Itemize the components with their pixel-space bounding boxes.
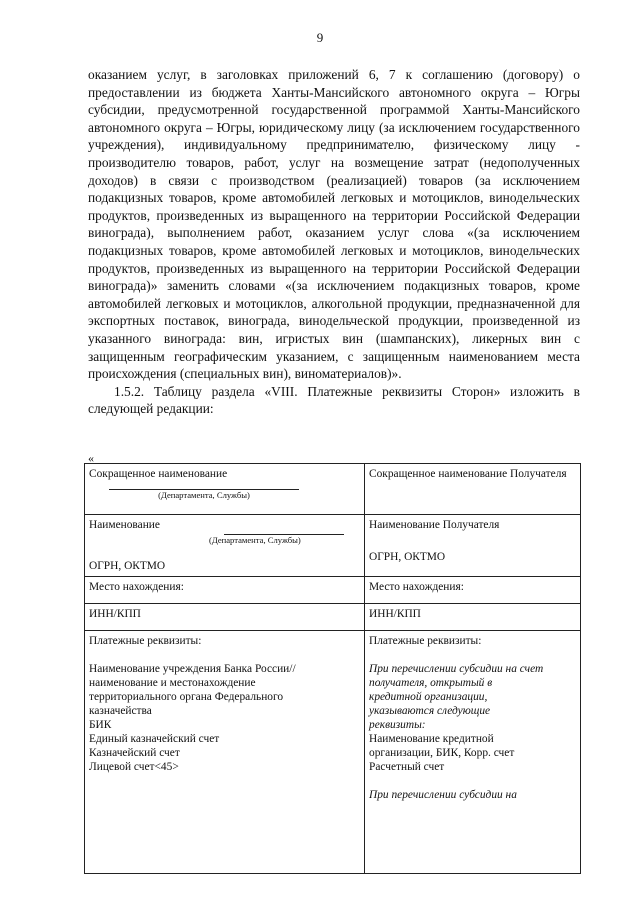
table-row [85,515,581,577]
cell-note-line: При перечислении субсидии на счет [369,663,544,675]
table-cell-name-recipient [365,515,581,577]
cell-line: Лицевой счет<45> [89,761,179,773]
cell-label: Сокращенное наименование [89,468,228,480]
table-cell-inn-kpp-department: ИНН/КПП [85,604,365,631]
table-cell-payment-details-department [85,631,365,874]
cell-line: территориального органа Федерального [89,691,284,703]
table-row [85,631,581,874]
cell-line: Расчетный счет [369,761,445,773]
cell-line: Казначейский счет [89,747,180,759]
table-cell-short-name-department [85,464,365,515]
cell-line: организации, БИК, Корр. счет [369,747,515,759]
cell-line: наименование и местонахождение [89,677,256,689]
table-cell-payment-details-recipient [365,631,581,874]
cell-label: ОГРН, ОКТМО [369,551,446,563]
table-cell-short-name-recipient [365,464,581,515]
cell-label: ОГРН, ОКТМО [89,560,166,572]
cell-note-line: указываются следующие [369,705,491,717]
paragraph-amendment-text: оказанием услуг, в заголовках приложений 6, 7 к соглашению (договору) о предоставлении из бюджета Ханты-Мансийского автономного округа – Югры субсидии, предусмотренной государственной программой Ханты-Мансийского автономного округа – Югры, юридическому лицу (за исключением государственного учреждения), индивидуальному предпринимателю, физическому лицу - производителю товаров, работ, услуг на возмещение затрат (недополученных доходов) в связи с производством (реализацией) товаров (за исключением подакцизных товаров, кроме автомобилей легковых и мотоциклов, винодельческих продуктов, произведенных из выращенного на территории Российской Федерации винограда), выполнением работ, оказанием услуг слова «(за исключением подакцизных товаров, кроме автомобилей легковых и мотоциклов, винодельческих продуктов, произведенных из выращенного на территории Российской Федерации винограда)» заменить словами «(за исключением подакцизных товаров, кроме автомобилей легковых и мотоциклов, алкогольной продукции, предназначенной для экспортных поставок, винограда, винодельческой продукции, произведенной из указанного винограда: вин, игристых вин (шампанских), ликерных вин с защищенным географическим указанием, с защищенным наименованием места происхождения (специальных вин), виноматериалов)». [88,67,580,382]
cell-note-line: При перечислении субсидии на [369,789,517,801]
cell-sub-caption: (Департамента, Службы) [158,490,250,500]
table-cell-location-recipient: Место нахождения: [365,577,581,604]
table-row [85,464,581,515]
cell-line: Единый казначейский счет [89,733,220,745]
cell-note-line: кредитной организации, [369,691,488,703]
cell-line: Наименование учреждения Банка России// [89,663,296,675]
cell-label: Наименование Получателя [369,519,500,531]
cell-sub-caption: (Департамента, Службы) [209,535,301,545]
cell-label: Наименование [89,519,160,531]
cell-label: Платежные реквизиты: [369,635,482,647]
payment-requisites-table [84,463,581,874]
table-row [85,577,581,604]
cell-label: Сокращенное наименование Получателя [369,468,567,480]
table-cell-name-department [85,515,365,577]
cell-note-line: получателя, открытый в [369,677,493,689]
cell-note-line: реквизиты: [369,719,426,731]
opening-quote-mark: « [88,451,94,465]
cell-line: казначейства [89,705,152,717]
paragraph-table-intro: 1.5.2. Таблицу раздела «VIII. Платежные реквизиты Сторон» изложить в следующей редакции: [88,383,580,417]
document-body [88,66,580,418]
cell-line: БИК [89,719,112,731]
cell-line: Наименование кредитной [369,733,494,745]
table-cell-location-department: Место нахождения: [85,577,365,604]
table-row [85,604,581,631]
cell-label: Платежные реквизиты: [89,635,202,647]
page-number: 9 [316,30,324,45]
table-cell-inn-kpp-recipient: ИНН/КПП [365,604,581,631]
